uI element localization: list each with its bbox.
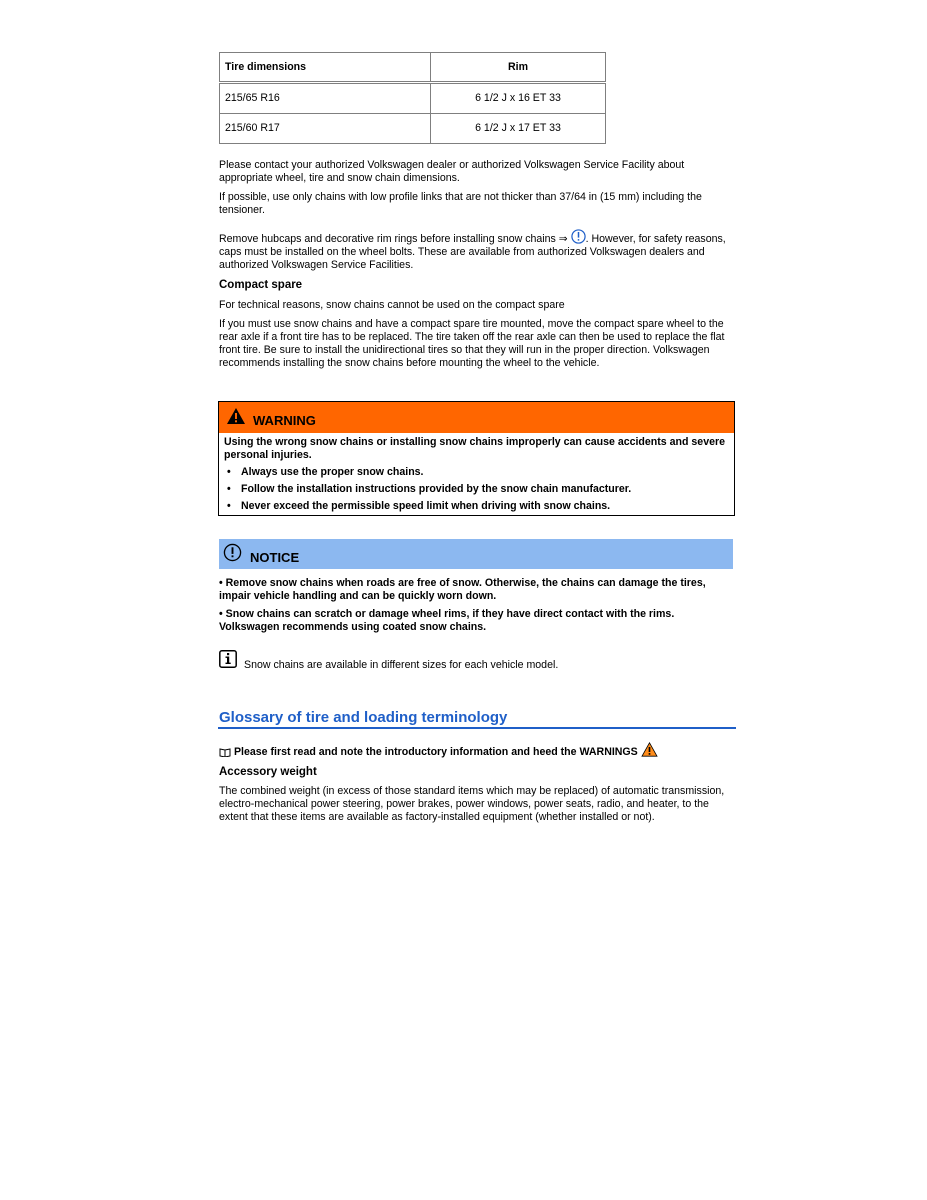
paragraph-hubcaps-part1: Remove hubcaps and decorative rim rings before installing snow chains ⇒: [219, 233, 571, 245]
info-icon: [219, 650, 237, 668]
first-read-text: Please first read and note the introductory information and heed the WARNINGS: [233, 746, 638, 758]
table-header-rim: Rim: [431, 53, 606, 83]
table-row: [220, 83, 606, 114]
notice-header: [219, 539, 733, 569]
warning-body: [224, 436, 729, 513]
warning-bullet: • Follow the installation instructions provided by the snow chain manufacturer.: [224, 483, 729, 496]
heading-accessory-weight: Accessory weight: [219, 766, 317, 778]
warning-box: [218, 401, 735, 516]
table-header-tire-dimensions: Tire dimensions: [220, 53, 431, 83]
paragraph-hubcaps: [219, 229, 734, 272]
warning-title: WARNING: [253, 413, 316, 428]
tire-rim-table: [219, 52, 606, 144]
paragraph-compact-spare-2: If you must use snow chains and have a compact spare tire mounted, move the compact spare wheel to the rear axle if a front tire has to be replaced. The tire taken off the rear axle can then be used to replace the flat front tire. Be sure to install the unidirectional tires so that they will run in the proper direction. Volkswagen recommends installing the snow chains before mounting the wheel to the vehicle.: [219, 318, 725, 369]
warning-header: [219, 402, 734, 433]
table-header-row: [220, 53, 606, 83]
book-icon: [219, 747, 231, 757]
notice-bullet: • Snow chains can scratch or damage wheel rims, if they have direct contact with the rims. Volkswagen recommends using coated snow chains.: [219, 608, 675, 633]
paragraph-chain-links: If possible, use only chains with low profile links that are not thicker than 37/64 in (15 mm) including the tensioner.: [219, 191, 702, 216]
glossary-divider: [218, 727, 736, 729]
warning-triangle-small-icon[interactable]: [641, 742, 658, 757]
paragraph-hubcaps-part2: . However, for safety reasons, caps must be installed on the wheel bolts. These are available from authorized Volkswagen dealers and authorized Volkswagen Service Facilities.: [219, 233, 726, 271]
warning-bullet: • Never exceed the permissible speed limit when driving with snow chains.: [224, 500, 729, 513]
paragraph-accessory-weight: The combined weight (in excess of those standard items which may be replaced) of automatic transmission, electro-mechanical power steering, power brakes, power windows, power seats, radio, and heater, to the extent that these items are available as factory-installed equipment (whether installed or not).: [219, 785, 725, 823]
notice-body: [219, 577, 733, 639]
first-read-note: [219, 742, 658, 759]
notice-exclamation-icon: [223, 543, 242, 562]
warning-bullet: • Always use the proper snow chains.: [224, 466, 729, 479]
table-cell-rim: 6 1/2 J x 16 ET 33: [431, 83, 606, 114]
notice-title: NOTICE: [250, 550, 300, 565]
table-cell-tire: 215/65 R16: [220, 83, 431, 114]
glossary-title: Glossary of tire and loading terminology: [219, 709, 508, 726]
table-cell-tire: 215/60 R17: [220, 114, 431, 144]
notice-ref-icon[interactable]: [571, 229, 586, 244]
paragraph-compact-spare-1: For technical reasons, snow chains cannot be used on the compact spare: [219, 299, 565, 311]
heading-compact-spare: Compact spare: [219, 279, 303, 291]
notice-bullet: • Remove snow chains when roads are free of snow. Otherwise, the chains can damage the tires, impair vehicle handling and can be quickly worn down.: [219, 577, 706, 602]
table-cell-rim: 6 1/2 J x 17 ET 33: [431, 114, 606, 144]
warning-intro: Using the wrong snow chains or installing snow chains improperly can cause accidents and severe personal injuries.: [224, 436, 725, 461]
paragraph-dealer-contact: Please contact your authorized Volkswagen dealer or authorized Volkswagen Service Facility about appropriate wheel, tire and snow chain dimensions.: [219, 159, 685, 184]
warning-triangle-icon: [226, 407, 246, 425]
info-text: Snow chains are available in different sizes for each vehicle model.: [244, 659, 559, 671]
table-row: [220, 114, 606, 144]
